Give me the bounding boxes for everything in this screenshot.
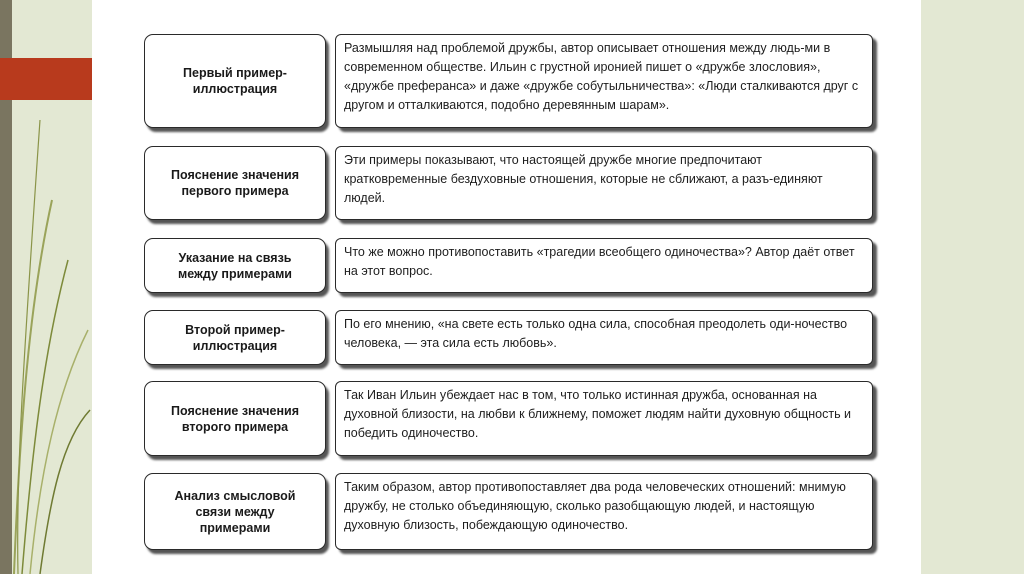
slide — [92, 0, 921, 574]
row-text: По его мнению, «на свете есть только одна сила, способная преодолеть оди-ночество человека, — эта сила есть любовь». — [335, 310, 873, 365]
row-label: Первый пример- иллюстрация — [144, 34, 326, 128]
row-label: Второй пример- иллюстрация — [144, 310, 326, 365]
row-text: Что же можно противопоставить «трагедии всеобщего одиночества»? Автор даёт ответ на этот вопрос. — [335, 238, 873, 293]
row-3 — [144, 238, 922, 296]
row-1 — [144, 34, 922, 132]
row-label: Пояснение значения первого примера — [144, 146, 326, 220]
row-4 — [144, 310, 922, 368]
row-text: Размышляя над проблемой дружбы, автор описывает отношения между людь-ми в современном обществе. Ильин с грустной иронией пишет о «дружбе злословия», «дружбе преферанса» и даже «дружбе собутыльничества»: «Люди сталкиваются друг с другом и отталкиваются, подобно деревянным шарам». — [335, 34, 873, 128]
row-text: Так Иван Ильин убеждает нас в том, что только истинная дружба, основанная на духовной близости, на любви к ближнему, поможет людям найти духовную общность и победить одиночество. — [335, 381, 873, 456]
right-margin — [921, 0, 1024, 574]
row-6 — [144, 473, 922, 553]
left-decoration — [0, 0, 92, 574]
row-label: Пояснение значения второго примера — [144, 381, 326, 456]
row-label: Указание на связь между примерами — [144, 238, 326, 293]
red-accent-tab — [0, 58, 92, 100]
row-label: Анализ смысловой связи между примерами — [144, 473, 326, 550]
row-text: Таким образом, автор противопоставляет два рода человеческих отношений: мнимую дружбу, не столько объединяющую, сколько разобщающую людей, и настоящую духовную близость, побеждающую одиночество. — [335, 473, 873, 550]
row-text: Эти примеры показывают, что настоящей дружбе многие предпочитают кратковременные бездуховные отношения, которые не сближают, а разъ-единяют людей. — [335, 146, 873, 220]
row-2 — [144, 146, 922, 224]
row-5 — [144, 381, 922, 459]
